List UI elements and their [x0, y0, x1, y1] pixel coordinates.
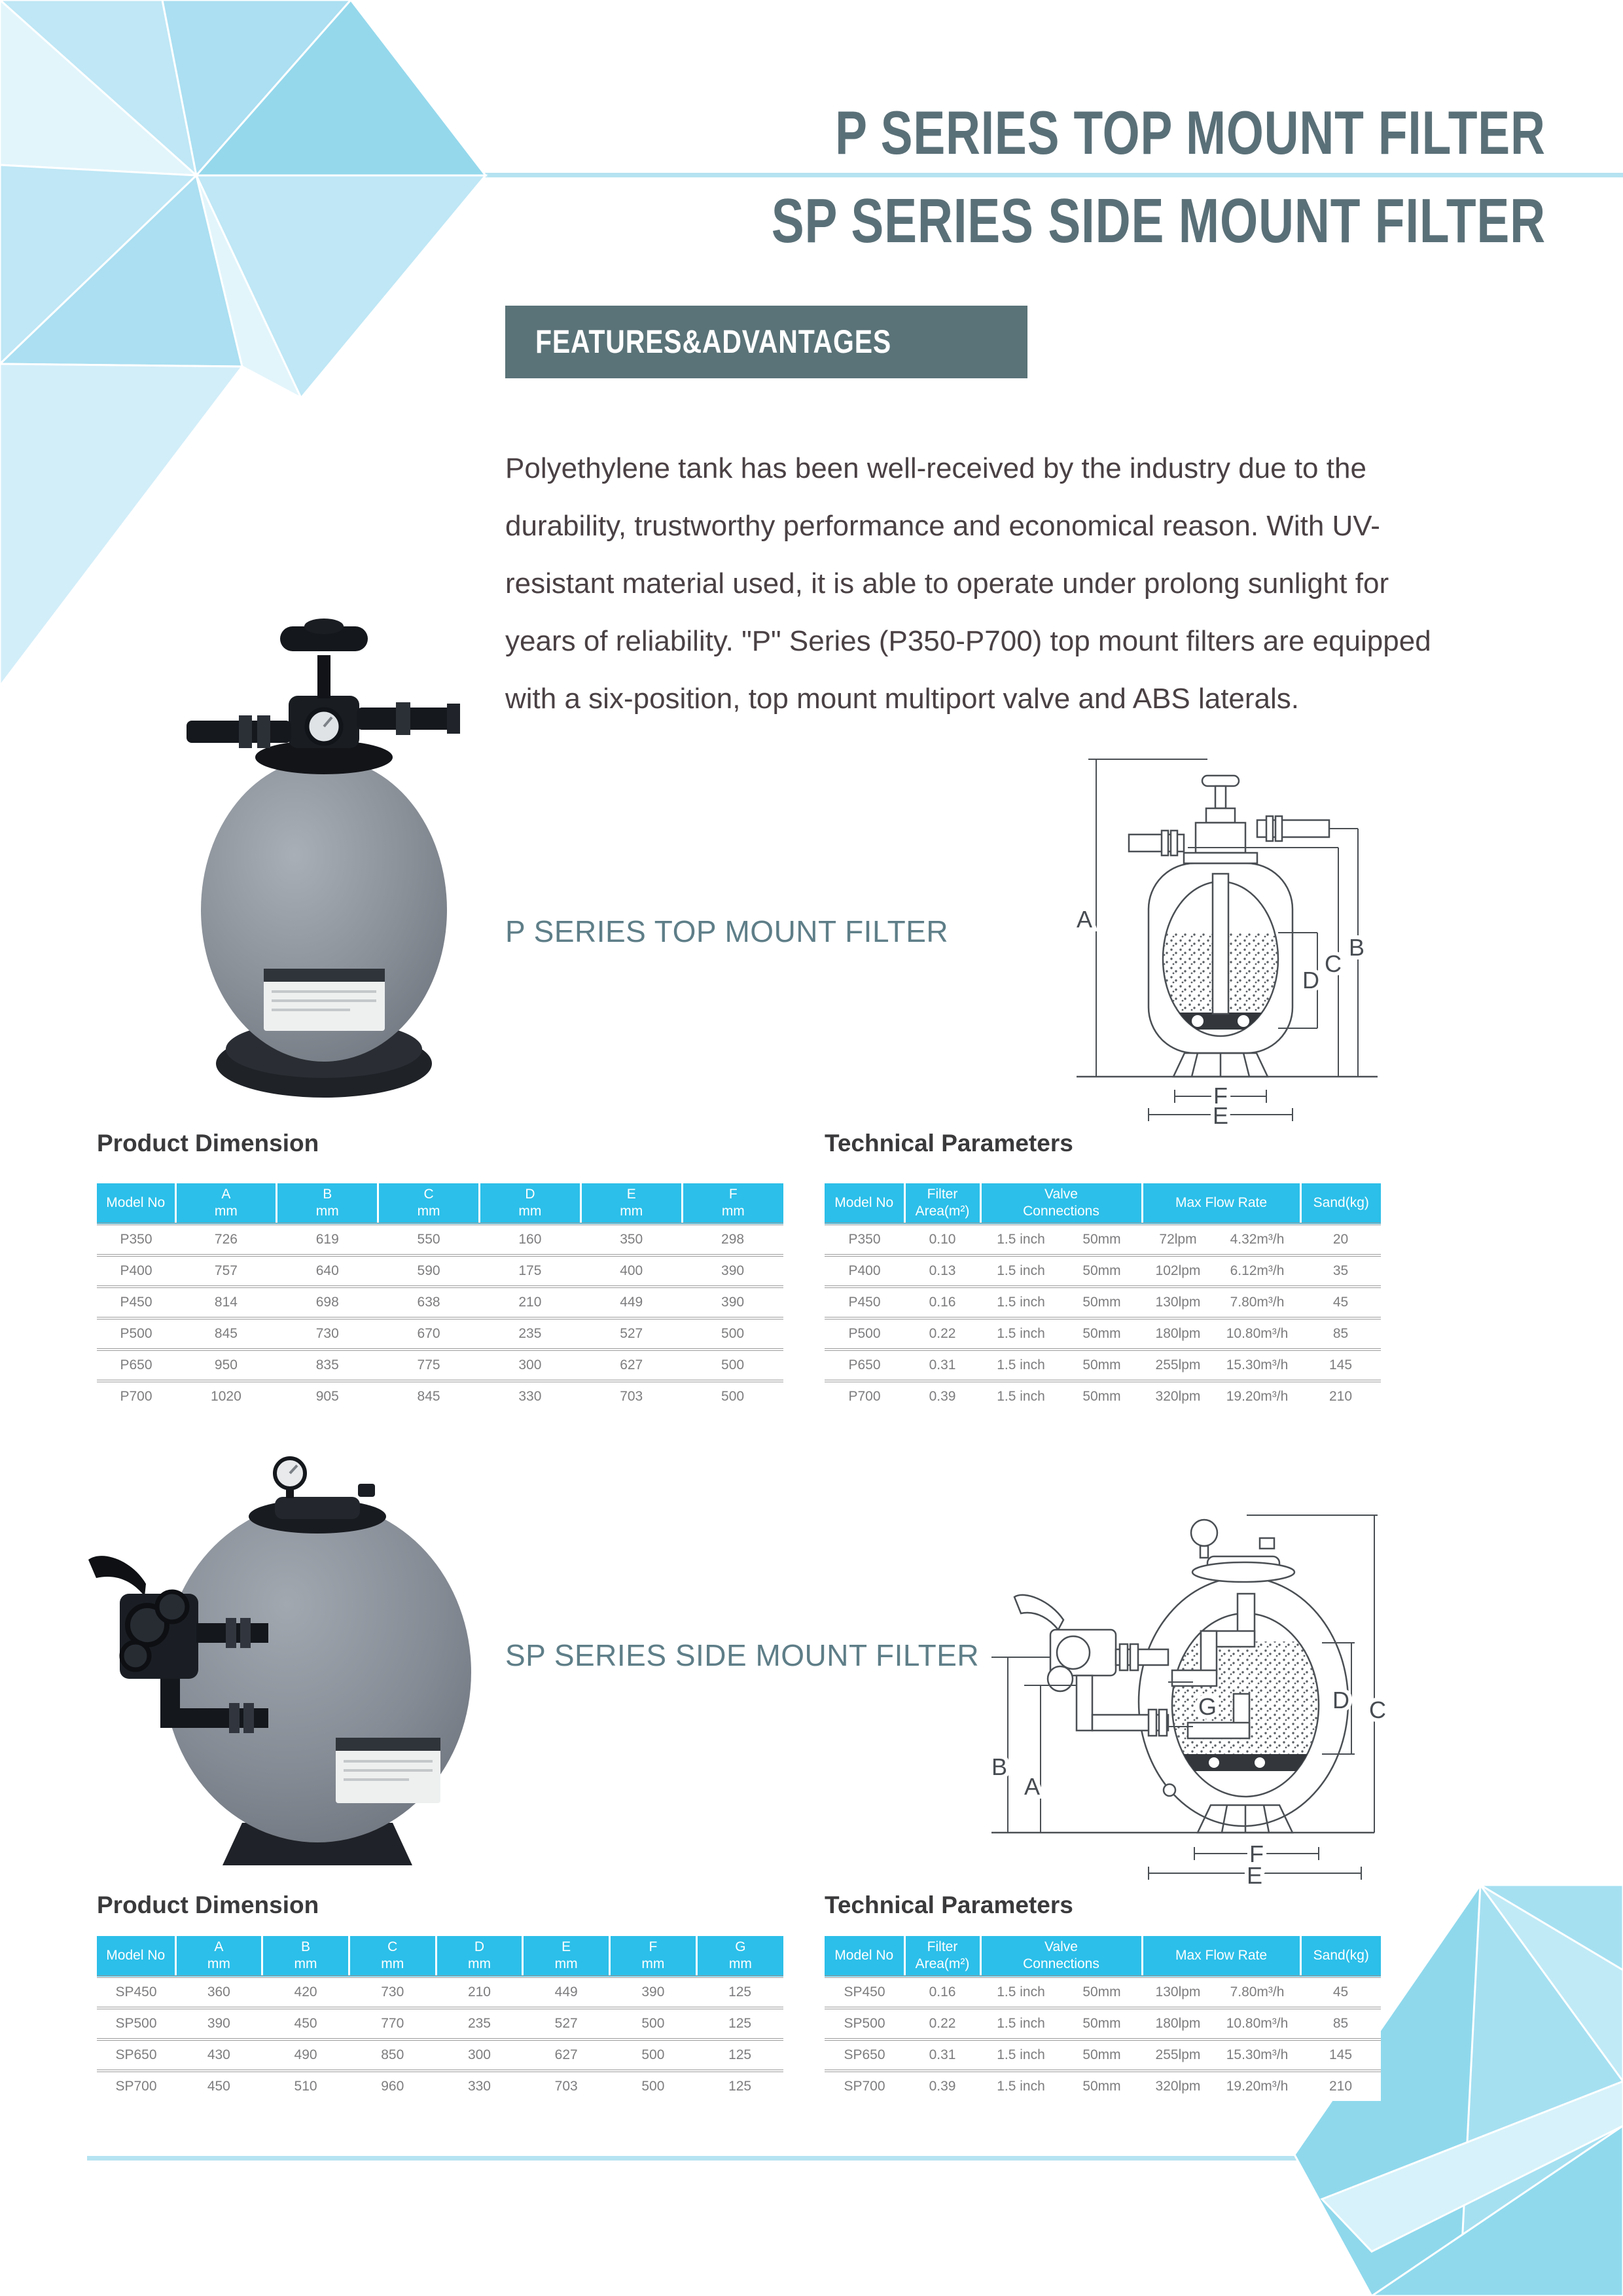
cell: SP700 — [825, 2071, 904, 2101]
cell: 510 — [262, 2071, 349, 2101]
cell: 390 — [682, 1287, 783, 1318]
cell: 500 — [610, 2008, 697, 2039]
col-header-flow: Max Flow Rate — [1142, 1936, 1300, 1977]
table-header-row — [97, 1936, 783, 1977]
cell: 130lpm — [1142, 1287, 1214, 1318]
col-header: F mm — [610, 1936, 697, 1977]
cell: 85 — [1300, 2008, 1381, 2039]
col-header: A mm — [175, 1183, 277, 1224]
cell: 703 — [580, 1381, 682, 1411]
table-row — [825, 1977, 1381, 2008]
col-header-model: Model No — [825, 1183, 904, 1224]
col-header: G mm — [696, 1936, 783, 1977]
sp-dimension-heading: Product Dimension — [97, 1892, 319, 1918]
cell: 320lpm — [1142, 2071, 1214, 2101]
cell: 7.80m³/h — [1214, 1977, 1300, 2008]
cell: 125 — [696, 2071, 783, 2101]
table-row — [97, 1977, 783, 2008]
cell: 160 — [479, 1224, 580, 1255]
dimension-label: C — [1369, 1696, 1386, 1723]
cell: 0.31 — [904, 1350, 980, 1381]
cell: 1.5 inch — [980, 1224, 1061, 1255]
p-technical-heading: Technical Parameters — [825, 1130, 1073, 1157]
cell: 10.80m³/h — [1214, 2008, 1300, 2039]
page-title-sp-series-text: SP SERIES SIDE MOUNT FILTER — [771, 186, 1546, 256]
cell: 814 — [175, 1287, 277, 1318]
p-dimension-heading: Product Dimension — [97, 1130, 319, 1157]
cell: 0.13 — [904, 1255, 980, 1287]
cell: 15.30m³/h — [1214, 2039, 1300, 2071]
table-row — [97, 2071, 783, 2101]
cell: 19.20m³/h — [1214, 1381, 1300, 1411]
table-row — [97, 1318, 783, 1350]
description-paragraph — [505, 440, 1578, 728]
col-header: B mm — [262, 1936, 349, 1977]
cell: 390 — [682, 1255, 783, 1287]
table-row — [97, 1224, 783, 1255]
cell: 627 — [580, 1350, 682, 1381]
cell: 50mm — [1061, 1224, 1142, 1255]
cell: 1.5 inch — [980, 1287, 1061, 1318]
cell: 255lpm — [1142, 2039, 1214, 2071]
cell: 449 — [580, 1287, 682, 1318]
table-row — [97, 2039, 783, 2071]
cell: 145 — [1300, 2039, 1381, 2071]
table-row — [825, 1318, 1381, 1350]
paragraph-line: resistant material used, it is able to operate under prolong sunlight for — [505, 567, 1389, 600]
cell: 835 — [277, 1350, 378, 1381]
p-series-product-photo — [160, 592, 484, 1116]
cell: 1020 — [175, 1381, 277, 1411]
cell: 1.5 inch — [980, 1381, 1061, 1411]
table-header-row — [825, 1183, 1381, 1224]
sp-series-dimension-diagram — [952, 1492, 1391, 1885]
table-row — [825, 1287, 1381, 1318]
cell: 703 — [523, 2071, 610, 2101]
cell: 1.5 inch — [980, 1318, 1061, 1350]
cell: 0.16 — [904, 1287, 980, 1318]
page-title-sp-series — [553, 186, 1546, 256]
cell: 10.80m³/h — [1214, 1318, 1300, 1350]
dimension-label: E — [1246, 1862, 1263, 1885]
cell: 490 — [262, 2039, 349, 2071]
p-dimension-table — [97, 1183, 783, 1411]
table-row — [97, 1255, 783, 1287]
table-row — [825, 1224, 1381, 1255]
cell: 1.5 inch — [980, 1977, 1061, 2008]
cell: 145 — [1300, 1350, 1381, 1381]
table-row — [825, 1350, 1381, 1381]
cell: P350 — [97, 1224, 175, 1255]
cell: 1.5 inch — [980, 2008, 1061, 2039]
cell: P450 — [825, 1287, 904, 1318]
col-header-model: Model No — [97, 1936, 175, 1977]
sp-technical-heading: Technical Parameters — [825, 1892, 1073, 1918]
cell: 960 — [349, 2071, 436, 2101]
table-row — [825, 1381, 1381, 1411]
col-header-sand: Sand(kg) — [1300, 1936, 1381, 1977]
table-row — [97, 2008, 783, 2039]
cell: 0.10 — [904, 1224, 980, 1255]
cell: P400 — [825, 1255, 904, 1287]
cell: 670 — [378, 1318, 480, 1350]
dimension-label: A — [1076, 906, 1093, 933]
table-row — [825, 2039, 1381, 2071]
cell: 50mm — [1061, 1381, 1142, 1411]
cell: 1.5 inch — [980, 2071, 1061, 2101]
cell: SP450 — [97, 1977, 175, 2008]
cell: 360 — [175, 1977, 262, 2008]
cell: 45 — [1300, 1977, 1381, 2008]
col-header-filter-area: Filter Area(m²) — [904, 1936, 980, 1977]
dimension-label: B — [1348, 934, 1365, 961]
cell: 449 — [523, 1977, 610, 2008]
cell: P700 — [97, 1381, 175, 1411]
cell: P450 — [97, 1287, 175, 1318]
cell: P500 — [825, 1318, 904, 1350]
cell: 1.5 inch — [980, 1255, 1061, 1287]
table-row — [97, 1287, 783, 1318]
cell: 430 — [175, 2039, 262, 2071]
cell: 726 — [175, 1224, 277, 1255]
cell: 0.16 — [904, 1977, 980, 2008]
col-header: F mm — [682, 1183, 783, 1224]
cell: 500 — [682, 1318, 783, 1350]
cell: 590 — [378, 1255, 480, 1287]
cell: 210 — [479, 1287, 580, 1318]
sp-series-section-label: SP SERIES SIDE MOUNT FILTER — [505, 1638, 980, 1672]
dimension-label: E — [1212, 1102, 1229, 1126]
cell: 730 — [277, 1318, 378, 1350]
col-header: D mm — [436, 1936, 523, 1977]
table-row — [97, 1381, 783, 1411]
cell: 698 — [277, 1287, 378, 1318]
cell: 35 — [1300, 1255, 1381, 1287]
cell: 50mm — [1061, 1977, 1142, 2008]
cell: 775 — [378, 1350, 480, 1381]
cell: 850 — [349, 2039, 436, 2071]
tank-label-sticker — [264, 969, 385, 1031]
cell: SP500 — [97, 2008, 175, 2039]
paragraph-line: years of reliability. "P" Series (P350-P700) top mount filters are equipped — [505, 625, 1431, 657]
col-header-flow: Max Flow Rate — [1142, 1183, 1300, 1224]
cell: 0.22 — [904, 1318, 980, 1350]
tank-lid — [249, 1458, 386, 1534]
cell: P400 — [97, 1255, 175, 1287]
cell: 0.22 — [904, 2008, 980, 2039]
p-technical-table — [825, 1183, 1381, 1411]
cell: 950 — [175, 1350, 277, 1381]
p-series-dimension-diagram — [1050, 736, 1397, 1126]
cell: 330 — [479, 1381, 580, 1411]
col-header-model: Model No — [97, 1183, 175, 1224]
cell: 420 — [262, 1977, 349, 2008]
cell: 210 — [1300, 1381, 1381, 1411]
cell: 330 — [436, 2071, 523, 2101]
cell: 0.31 — [904, 2039, 980, 2071]
cell: 6.12m³/h — [1214, 1255, 1300, 1287]
table-row — [825, 2008, 1381, 2039]
cell: 0.39 — [904, 2071, 980, 2101]
cell: 730 — [349, 1977, 436, 2008]
col-header-valve: Valve Connections — [980, 1183, 1142, 1224]
cell: 45 — [1300, 1287, 1381, 1318]
table-header-row — [825, 1936, 1381, 1977]
cell: 627 — [523, 2039, 610, 2071]
cell: 235 — [479, 1318, 580, 1350]
cell: 350 — [580, 1224, 682, 1255]
table-row — [825, 1255, 1381, 1287]
dimension-label: A — [1024, 1773, 1041, 1800]
cell: 4.32m³/h — [1214, 1224, 1300, 1255]
col-header-valve: Valve Connections — [980, 1936, 1142, 1977]
dimension-label: C — [1325, 950, 1342, 977]
cell: 15.30m³/h — [1214, 1350, 1300, 1381]
cell: 210 — [1300, 2071, 1381, 2101]
cell: SP650 — [825, 2039, 904, 2071]
cell: 905 — [277, 1381, 378, 1411]
cell: P350 — [825, 1224, 904, 1255]
paragraph-line: durability, trustworthy performance and economical reason. With UV- — [505, 510, 1380, 542]
dimension-label: F — [1213, 1083, 1228, 1109]
page-title-p-series-text: P SERIES TOP MOUNT FILTER — [835, 98, 1546, 167]
page-title-p-series — [635, 98, 1546, 167]
cell: 50mm — [1061, 2071, 1142, 2101]
dimension-label: G — [1198, 1693, 1217, 1720]
cell: 210 — [436, 1977, 523, 2008]
cell: SP650 — [97, 2039, 175, 2071]
cell: 50mm — [1061, 1287, 1142, 1318]
dimension-label: B — [991, 1753, 1008, 1780]
cell: 19.20m³/h — [1214, 2071, 1300, 2101]
multiport-valve — [187, 619, 460, 774]
cell: P650 — [97, 1350, 175, 1381]
cell: 50mm — [1061, 2039, 1142, 2071]
cell: 125 — [696, 2008, 783, 2039]
table-header-row — [97, 1183, 783, 1224]
p-series-section-label: P SERIES TOP MOUNT FILTER — [505, 914, 949, 948]
cell: 175 — [479, 1255, 580, 1287]
cell: 50mm — [1061, 1255, 1142, 1287]
cell: 72lpm — [1142, 1224, 1214, 1255]
paragraph-line: with a six-position, top mount multiport valve and ABS laterals. — [505, 683, 1300, 715]
cell: 180lpm — [1142, 1318, 1214, 1350]
cell: 845 — [378, 1381, 480, 1411]
cell: P700 — [825, 1381, 904, 1411]
table-row — [825, 2071, 1381, 2101]
col-header: D mm — [479, 1183, 580, 1224]
col-header-sand: Sand(kg) — [1300, 1183, 1381, 1224]
cell: 300 — [479, 1350, 580, 1381]
col-header: A mm — [175, 1936, 262, 1977]
cell: 180lpm — [1142, 2008, 1214, 2039]
cell: 390 — [175, 2008, 262, 2039]
cell: 130lpm — [1142, 1977, 1214, 2008]
cell: 0.39 — [904, 1381, 980, 1411]
cell: 255lpm — [1142, 1350, 1214, 1381]
cell: 450 — [262, 2008, 349, 2039]
cell: 638 — [378, 1287, 480, 1318]
cell: 1.5 inch — [980, 1350, 1061, 1381]
cell: 1.5 inch — [980, 2039, 1061, 2071]
cell: 500 — [682, 1381, 783, 1411]
cell: 757 — [175, 1255, 277, 1287]
table-row — [97, 1350, 783, 1381]
cell: 85 — [1300, 1318, 1381, 1350]
cell: 619 — [277, 1224, 378, 1255]
cell: 125 — [696, 1977, 783, 2008]
col-header-filter-area: Filter Area(m²) — [904, 1183, 980, 1224]
col-header: E mm — [523, 1936, 610, 1977]
cell: 500 — [610, 2071, 697, 2101]
col-header-model: Model No — [825, 1936, 904, 1977]
cell: P500 — [97, 1318, 175, 1350]
cell: 500 — [610, 2039, 697, 2071]
cell: 7.80m³/h — [1214, 1287, 1300, 1318]
cell: 500 — [682, 1350, 783, 1381]
cell: 102lpm — [1142, 1255, 1214, 1287]
tank-label-sticker — [336, 1738, 440, 1803]
cell: 550 — [378, 1224, 480, 1255]
sp-series-product-photo — [62, 1456, 481, 1869]
features-banner — [505, 306, 1027, 378]
sp-technical-table — [825, 1936, 1381, 2101]
col-header: B mm — [277, 1183, 378, 1224]
cell: 298 — [682, 1224, 783, 1255]
cell: 845 — [175, 1318, 277, 1350]
cell: SP500 — [825, 2008, 904, 2039]
dimension-label: D — [1302, 967, 1319, 994]
cell: 320lpm — [1142, 1381, 1214, 1411]
col-header: C mm — [378, 1183, 480, 1224]
sp-dimension-table — [97, 1936, 783, 2101]
cell: 450 — [175, 2071, 262, 2101]
cell: 20 — [1300, 1224, 1381, 1255]
cell: 50mm — [1061, 2008, 1142, 2039]
cell: SP700 — [97, 2071, 175, 2101]
dimension-label: D — [1332, 1687, 1349, 1713]
cell: 770 — [349, 2008, 436, 2039]
cell: P650 — [825, 1350, 904, 1381]
cell: 527 — [523, 2008, 610, 2039]
cell: SP450 — [825, 1977, 904, 2008]
dimension-label: F — [1249, 1840, 1264, 1867]
cell: 50mm — [1061, 1318, 1142, 1350]
cell: 50mm — [1061, 1350, 1142, 1381]
paragraph-line: Polyethylene tank has been well-received by the industry due to the — [505, 452, 1366, 484]
cell: 640 — [277, 1255, 378, 1287]
cell: 527 — [580, 1318, 682, 1350]
cell: 235 — [436, 2008, 523, 2039]
features-banner-text: FEATURES&ADVANTAGES — [535, 323, 892, 360]
cell: 400 — [580, 1255, 682, 1287]
cell: 125 — [696, 2039, 783, 2071]
col-header: C mm — [349, 1936, 436, 1977]
col-header: E mm — [580, 1183, 682, 1224]
cell: 300 — [436, 2039, 523, 2071]
cell: 390 — [610, 1977, 697, 2008]
